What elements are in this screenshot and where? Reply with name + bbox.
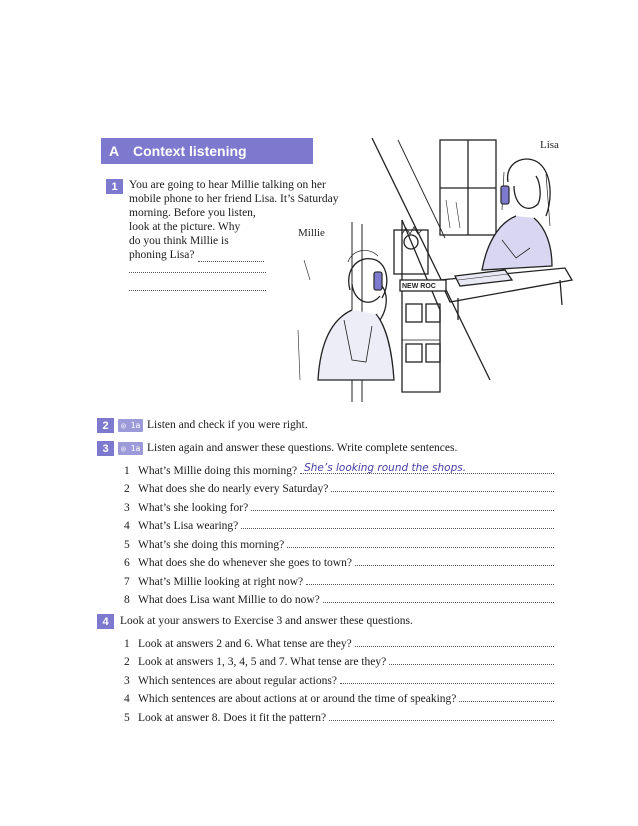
answer-line[interactable] bbox=[355, 636, 554, 647]
answer-line[interactable] bbox=[287, 537, 554, 548]
answer-line[interactable] bbox=[251, 500, 554, 511]
answer-line[interactable] bbox=[340, 673, 554, 684]
exercise3-question-list bbox=[124, 458, 554, 606]
audio-track: 1a bbox=[130, 421, 141, 430]
answer-line[interactable] bbox=[355, 555, 554, 566]
question-text: What’s Millie doing this morning? bbox=[138, 464, 298, 477]
question-number: 3 bbox=[124, 501, 130, 514]
answer-line[interactable] bbox=[329, 710, 554, 721]
label-millie: Millie bbox=[298, 227, 325, 239]
question-text: Look at answers 1, 3, 4, 5 and 7. What tense are they? bbox=[138, 656, 387, 668]
section-letter: A bbox=[108, 143, 120, 159]
exercise1-line: morning. Before you listen, bbox=[129, 207, 256, 219]
exercise1-line: mobile phone to her friend Lisa. It’s Saturday bbox=[129, 193, 339, 205]
list-item bbox=[124, 532, 554, 551]
section-title: Context listening bbox=[133, 143, 247, 159]
exercise1-line: do you think Millie is bbox=[129, 235, 229, 247]
answer-line[interactable] bbox=[389, 654, 554, 665]
question-text: What’s Lisa wearing? bbox=[138, 520, 239, 532]
question-text: Which sentences are about actions at or around the time of speaking? bbox=[138, 693, 457, 705]
exercise3-instruction: Listen again and answer these questions. Write complete sentences. bbox=[147, 442, 458, 454]
list-item bbox=[124, 588, 554, 607]
question-number: 5 bbox=[124, 711, 130, 724]
question-text: Look at answer 8. Does it fit the pattern? bbox=[138, 711, 327, 724]
exercise4-instruction: Look at your answers to Exercise 3 and answer these questions. bbox=[120, 615, 413, 627]
answer-line[interactable] bbox=[129, 280, 266, 291]
question-text: Which sentences are about regular actions? bbox=[138, 674, 337, 687]
question-number: 2 bbox=[124, 483, 130, 495]
list-item bbox=[124, 458, 554, 477]
answer-line[interactable] bbox=[323, 592, 554, 603]
exercise4-question-list bbox=[124, 631, 554, 724]
question-text: What does she do whenever she goes to town? bbox=[138, 557, 352, 569]
list-item bbox=[124, 495, 554, 514]
exercise-number-2: 2 bbox=[97, 418, 114, 433]
question-text: What does Lisa want Millie to do now? bbox=[138, 594, 320, 606]
list-item bbox=[124, 705, 554, 724]
question-number: 7 bbox=[124, 575, 130, 588]
answer-line[interactable] bbox=[300, 463, 554, 474]
answer-line[interactable] bbox=[198, 251, 264, 262]
audio-track: 1a bbox=[130, 444, 141, 453]
exercise1-line: You are going to hear Millie talking on her bbox=[129, 179, 326, 191]
question-text: What does she do nearly every Saturday? bbox=[138, 483, 329, 495]
illustration-millie-and-lisa bbox=[290, 130, 580, 402]
list-item bbox=[124, 477, 554, 496]
question-number: 4 bbox=[124, 520, 130, 532]
question-number: 4 bbox=[124, 693, 130, 705]
question-number: 8 bbox=[124, 594, 130, 606]
answer-line[interactable] bbox=[459, 691, 554, 702]
list-item bbox=[124, 650, 554, 669]
answer-line[interactable] bbox=[331, 481, 554, 492]
question-text: What’s Millie looking at right now? bbox=[138, 575, 304, 588]
exercise2-instruction: Listen and check if you were right. bbox=[147, 419, 308, 431]
answer-line[interactable] bbox=[241, 518, 554, 529]
question-number: 5 bbox=[124, 538, 130, 551]
label-lisa: Lisa bbox=[540, 139, 559, 151]
list-item bbox=[124, 631, 554, 650]
list-item bbox=[124, 514, 554, 533]
cd-audio-icon: ◎ 1a bbox=[118, 419, 143, 432]
question-text: Look at answers 2 and 6. What tense are they? bbox=[138, 637, 352, 650]
question-text: What’s she looking for? bbox=[138, 501, 249, 514]
list-item bbox=[124, 551, 554, 570]
exercise1-line: look at the picture. Why bbox=[129, 221, 241, 233]
list-item bbox=[124, 687, 554, 706]
answer-line[interactable] bbox=[306, 574, 554, 585]
exercise-number-3: 3 bbox=[97, 441, 114, 456]
section-header bbox=[101, 138, 313, 164]
exercise-number-4: 4 bbox=[97, 614, 114, 629]
question-number: 2 bbox=[124, 656, 130, 668]
question-number: 1 bbox=[124, 637, 130, 650]
list-item bbox=[124, 569, 554, 588]
question-text: What’s she doing this morning? bbox=[138, 538, 285, 551]
shop-sign: NEW ROC bbox=[402, 283, 436, 290]
exercise1-line: phoning Lisa? bbox=[129, 249, 195, 261]
handwritten-answer: She’s looking round the shops. bbox=[304, 461, 467, 474]
question-number: 3 bbox=[124, 674, 130, 687]
question-number: 6 bbox=[124, 557, 130, 569]
question-number: 1 bbox=[124, 464, 130, 477]
answer-line[interactable] bbox=[129, 262, 266, 273]
cd-audio-icon: ◎ 1a bbox=[118, 442, 143, 455]
list-item bbox=[124, 668, 554, 687]
exercise-number-1: 1 bbox=[106, 179, 123, 194]
